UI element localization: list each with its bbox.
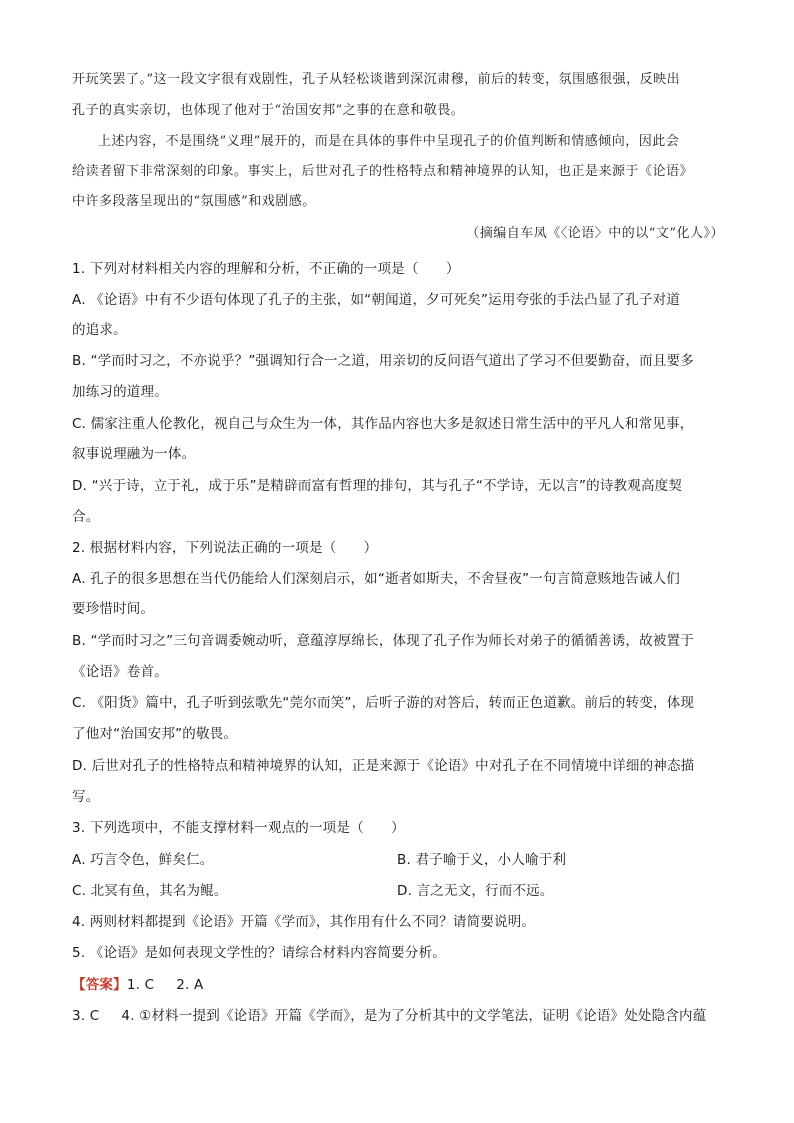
option-d: D. 后世对孔子的性格特点和精神境界的认知，正是来源于《论语》中对孔子在不同情境中详细的神态描 — [72, 758, 695, 774]
option-d: D. 言之无文，行而不远。 — [397, 883, 554, 899]
answer-4: 4. ①材料一提到《论语》开篇《学而》，是为了分析其中的文学笔法，证明《论语》处处隐含内蕴 — [121, 1008, 707, 1024]
option-d-cont: 合。 — [72, 509, 100, 525]
answer-label: 【答案】 — [72, 977, 127, 993]
option-b: B. “学而时习之”三句音调委婉动听，意蕴淳厚绵长，体现了孔子作为师长对弟子的循循善诱，故被置于 — [72, 633, 694, 649]
question-stem: 4. 两则材料都提到《论语》开篇《学而》，其作用有什么不同？请简要说明。 — [72, 914, 536, 930]
option-b-cont: 加练习的道理。 — [72, 384, 168, 400]
option-b: B. “学而时习之，不亦说乎？”强调知行合一之道，用亲切的反问语气道出了学习不但要勤奋，而且要多 — [72, 353, 694, 369]
option-a-cont: 要珍惜时间。 — [72, 601, 155, 617]
option-a: A. 孔子的很多思想在当代仍能给人们深刻启示，如“逝者如斯夫，不舍昼夜”一句言简意赅地告诫人们 — [72, 571, 680, 587]
option-c-cont: 叙事说理融为一体。 — [72, 446, 196, 462]
passage-line: 孔子的真实亲切，也体现了他对于“治国安邦”之事的在意和敬畏。 — [72, 103, 465, 118]
option-a-cont: 的追求。 — [72, 322, 127, 338]
option-c: C. 北冥有鱼，其名为鲲。 — [72, 883, 228, 899]
answer-3: 3. C — [72, 1008, 100, 1024]
passage-line: 开玩笑罢了。”这一段文字很有戏剧性，孔子从轻松谈谐到深沉肃穆，前后的转变，氛围感很强，反映出 — [72, 72, 681, 87]
question-stem: 1. 下列对材料相关内容的理解和分析，不正确的一项是（ ） — [72, 261, 460, 277]
passage-line: 上述内容，不是围绕“义理”展开的，而是在具体的事件中呈现孔子的价值判断和情感倾向，因此会 — [98, 134, 680, 149]
option-d: D. “兴于诗，立于礼，成于乐”是精辟而富有哲理的排句，其与孔子“不学诗，无以言”的诗教观高度契 — [72, 478, 683, 494]
option-b: B. 君子喻于义，小人喻于利 — [397, 852, 567, 868]
question-stem: 2. 根据材料内容，下列说法正确的一项是（ ） — [72, 540, 378, 556]
passage-line: 给读者留下非常深刻的印象。事实上，后世对孔子的性格特点和精神境界的认知，也正是来源于《论语》 — [72, 164, 694, 179]
passage-line: 中许多段落呈现出的“氛围感”和戏剧感。 — [72, 194, 316, 209]
option-c: C. 儒家注重人伦教化，视自己与众生为一体，其作品内容也大多是叙述日常生活中的平凡人和常见事， — [72, 416, 694, 432]
question-stem: 5. 《论语》是如何表现文学性的？请综合材料内容简要分析。 — [72, 945, 446, 961]
option-c: C. 《阳货》篇中，孔子听到弦歌先“莞尔而笑”，后听子游的对答后，转而正色道歉。前后的转变，体现 — [72, 695, 695, 711]
option-a: A. 《论语》中有不少语句体现了孔子的主张，如“朝闻道，夕可死矣”运用夸张的手法凸显了孔子对道 — [72, 292, 680, 308]
answer-2: 2. A — [176, 977, 204, 993]
answer-line-1 — [72, 973, 203, 993]
option-c-cont: 了他对“治国安邦”的敬畏。 — [72, 726, 238, 742]
answer-1: 1. C — [126, 977, 155, 993]
passage-source: （摘编自车凤《〈论语〉中的以“文”化人》） — [466, 226, 724, 241]
option-b-cont: 《论语》卷首。 — [72, 664, 168, 680]
question-stem: 3. 下列选项中，不能支撑材料一观点的一项是（ ） — [72, 820, 405, 836]
option-a: A. 巧言令色，鲜矣仁。 — [72, 852, 214, 868]
option-d-cont: 写。 — [72, 789, 100, 805]
answer-line-2 — [72, 1004, 706, 1024]
